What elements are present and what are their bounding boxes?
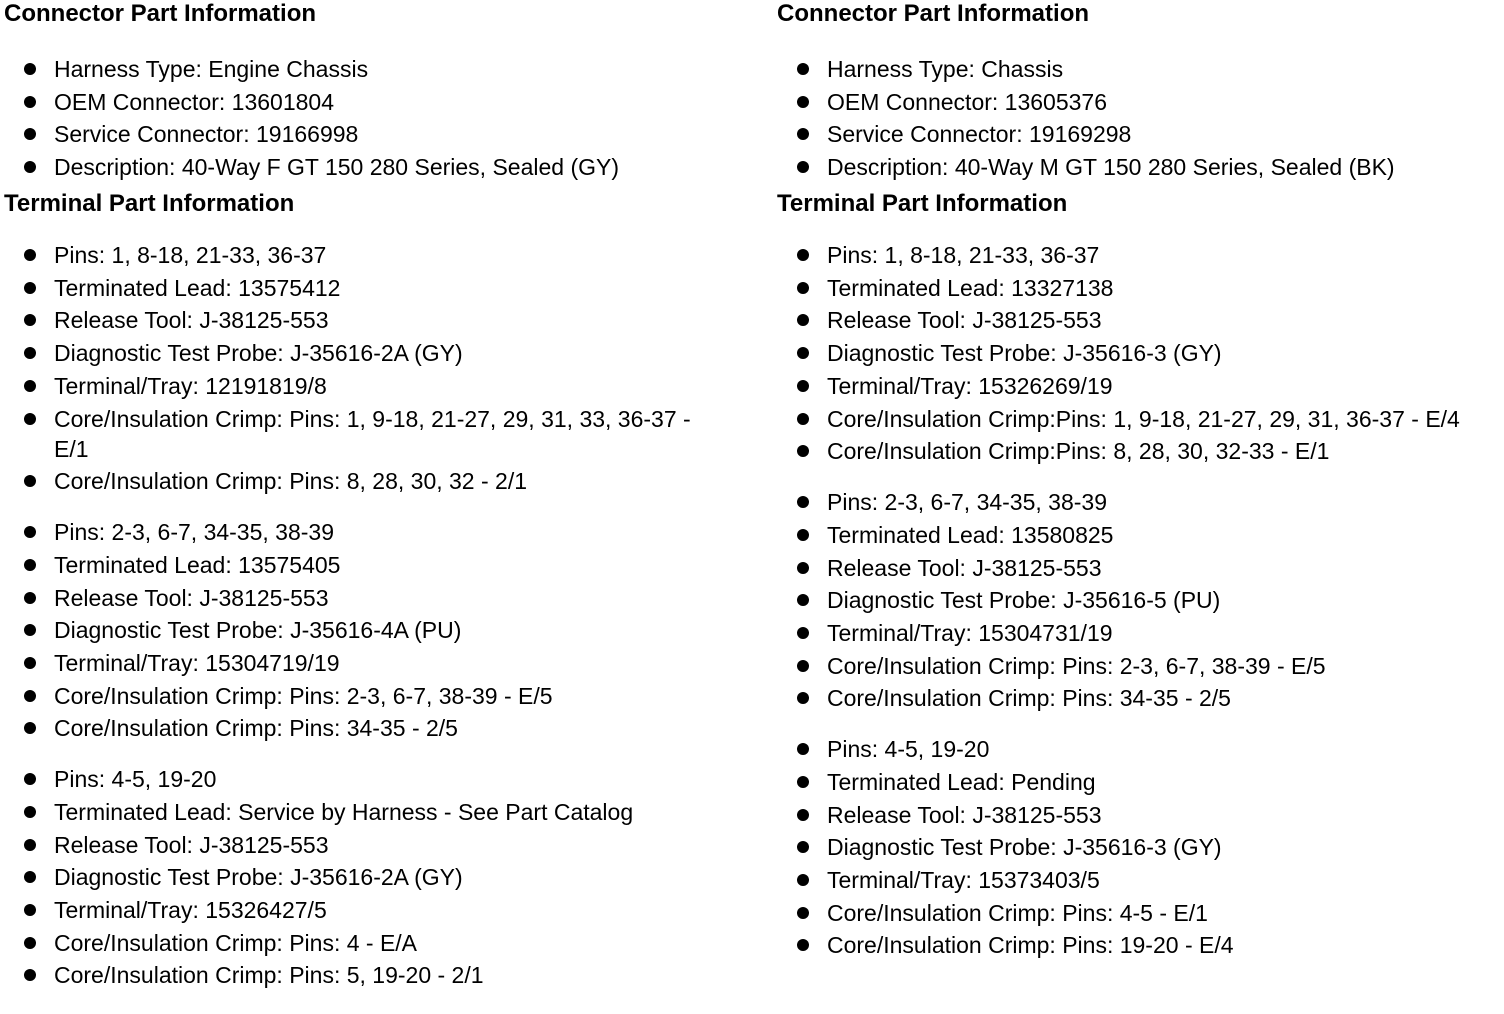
list-item xyxy=(777,683,1501,713)
list-item-text: Release Tool: J-38125-553 xyxy=(54,831,329,858)
right-column xyxy=(777,0,1501,963)
list-item xyxy=(4,583,724,613)
bullet-icon xyxy=(797,529,809,541)
terminal-group-list xyxy=(777,487,1501,713)
bullet-icon xyxy=(797,627,809,639)
list-item-text: Service Connector: 19169298 xyxy=(827,121,1132,148)
list-item-text: Diagnostic Test Probe: J-35616-3 (GY) xyxy=(827,834,1222,861)
list-item xyxy=(4,305,724,335)
list-item-text: Core/Insulation Crimp: Pins: 2-3, 6-7, 38-39 - E/5 xyxy=(54,682,553,709)
list-item xyxy=(4,830,724,860)
list-item-text: Terminal/Tray: 12191819/8 xyxy=(54,372,327,399)
bullet-icon xyxy=(24,722,36,734)
list-item-text: Terminal/Tray: 15326427/5 xyxy=(54,897,327,924)
bullet-icon xyxy=(24,413,36,425)
bullet-icon xyxy=(24,161,36,173)
list-item-text: Release Tool: J-38125-553 xyxy=(827,554,1102,581)
terminal-heading: Terminal Part Information xyxy=(777,190,1068,218)
bullet-icon xyxy=(24,314,36,326)
list-item xyxy=(777,87,1501,117)
bullet-icon xyxy=(797,743,809,755)
list-item-text: Pins: 2-3, 6-7, 34-35, 38-39 xyxy=(827,489,1107,516)
list-item xyxy=(777,832,1501,862)
list-item-text: Core/Insulation Crimp: Pins: 2-3, 6-7, 38-39 - E/5 xyxy=(827,652,1326,679)
list-item-text: Core/Insulation Crimp: Pins: 5, 19-20 - 2/1 xyxy=(54,962,484,989)
terminal-group-list xyxy=(4,764,724,990)
bullet-icon xyxy=(24,96,36,108)
list-item-text: OEM Connector: 13605376 xyxy=(827,88,1108,115)
list-item xyxy=(777,338,1501,368)
list-item xyxy=(777,119,1501,149)
bullet-icon xyxy=(797,161,809,173)
list-item-text: Release Tool: J-38125-553 xyxy=(827,307,1102,334)
left-column xyxy=(4,0,724,993)
terminal-group-list xyxy=(4,240,724,496)
list-item-text: Diagnostic Test Probe: J-35616-2A (GY) xyxy=(54,864,463,891)
list-item-text: Terminal/Tray: 15373403/5 xyxy=(827,867,1100,894)
list-item-text: Pins: 2-3, 6-7, 34-35, 38-39 xyxy=(54,519,334,546)
connector-heading: Connector Part Information xyxy=(4,0,317,27)
list-item-text: Pins: 1, 8-18, 21-33, 36-37 xyxy=(54,242,327,269)
list-item xyxy=(777,930,1501,960)
list-item xyxy=(777,734,1501,764)
bullet-icon xyxy=(24,690,36,702)
bullet-icon xyxy=(24,128,36,140)
list-item xyxy=(777,618,1501,648)
bullet-icon xyxy=(797,413,809,425)
list-item xyxy=(4,152,724,182)
list-item xyxy=(777,404,1501,434)
bullet-icon xyxy=(24,282,36,294)
list-item xyxy=(777,240,1501,270)
bullet-icon xyxy=(797,841,809,853)
list-item xyxy=(4,960,724,990)
list-item xyxy=(4,404,724,464)
list-item-text: Diagnostic Test Probe: J-35616-3 (GY) xyxy=(827,340,1222,367)
terminal-group-list xyxy=(777,240,1501,466)
bullet-icon xyxy=(797,347,809,359)
list-item-text: Terminated Lead: 13575405 xyxy=(54,551,341,578)
list-item-text: Terminated Lead: 13575412 xyxy=(54,274,341,301)
bullet-icon xyxy=(797,874,809,886)
bullet-icon xyxy=(24,592,36,604)
list-item xyxy=(4,895,724,925)
bullet-icon xyxy=(24,839,36,851)
list-item xyxy=(4,371,724,401)
list-item xyxy=(777,520,1501,550)
bullet-icon xyxy=(24,380,36,392)
list-item-text: Core/Insulation Crimp:Pins: 1, 9-18, 21-27, 29, 31, 36-37 - E/4 xyxy=(827,405,1460,432)
bullet-icon xyxy=(24,904,36,916)
bullet-icon xyxy=(797,809,809,821)
bullet-icon xyxy=(24,347,36,359)
bullet-icon xyxy=(797,249,809,261)
list-item-text: Diagnostic Test Probe: J-35616-2A (GY) xyxy=(54,340,463,367)
connector-heading: Connector Part Information xyxy=(777,0,1090,27)
list-item xyxy=(777,865,1501,895)
terminal-heading: Terminal Part Information xyxy=(4,190,295,218)
list-item-text: Terminal/Tray: 15304731/19 xyxy=(827,619,1113,646)
bullet-icon xyxy=(797,660,809,672)
bullet-icon xyxy=(797,380,809,392)
list-item-text: Terminated Lead: Pending xyxy=(827,769,1096,795)
list-item-text: OEM Connector: 13601804 xyxy=(54,88,335,115)
list-item xyxy=(4,764,724,794)
list-item-text: Core/Insulation Crimp: Pins: 1, 9-18, 21-27, 29, 31, 33, 36-37 - E/1 xyxy=(54,405,691,462)
bullet-icon xyxy=(797,282,809,294)
list-item-text: Core/Insulation Crimp: Pins: 4-5 - E/1 xyxy=(827,899,1208,926)
list-item-text: Terminal/Tray: 15304719/19 xyxy=(54,649,340,676)
list-item-text: Terminal/Tray: 15326269/19 xyxy=(827,372,1113,399)
list-item xyxy=(4,928,724,958)
list-item xyxy=(4,862,724,892)
terminal-group-list xyxy=(4,517,724,743)
bullet-icon xyxy=(797,692,809,704)
connector-info-list xyxy=(777,54,1501,182)
list-item-text: Release Tool: J-38125-553 xyxy=(827,801,1102,828)
bullet-icon xyxy=(797,445,809,457)
list-item-text: Terminated Lead: Service by Harness - See Part Catalog xyxy=(54,799,634,825)
list-item-text: Description: 40-Way M GT 150 280 Series, Sealed (BK) xyxy=(827,154,1395,181)
bullet-icon xyxy=(797,128,809,140)
list-item-text: Core/Insulation Crimp: Pins: 4 - E/A xyxy=(54,929,418,956)
terminal-group-list xyxy=(777,734,1501,960)
bullet-icon xyxy=(24,63,36,75)
bullet-icon xyxy=(797,907,809,919)
terminal-groups xyxy=(777,240,1501,960)
bullet-icon xyxy=(24,806,36,818)
list-item xyxy=(4,54,724,84)
bullet-icon xyxy=(797,314,809,326)
list-item-text: Core/Insulation Crimp: Pins: 34-35 - 2/5 xyxy=(54,715,458,742)
connector-info-list xyxy=(4,54,724,182)
list-item-text: Service Connector: 19166998 xyxy=(54,121,359,148)
list-item xyxy=(777,487,1501,517)
bullet-icon xyxy=(24,871,36,883)
list-item xyxy=(777,273,1501,303)
bullet-icon xyxy=(24,937,36,949)
bullet-icon xyxy=(24,657,36,669)
list-item xyxy=(777,651,1501,681)
bullet-icon xyxy=(797,96,809,108)
list-item xyxy=(4,681,724,711)
bullet-icon xyxy=(24,559,36,571)
bullet-icon xyxy=(797,594,809,606)
bullet-icon xyxy=(24,773,36,785)
list-item xyxy=(4,338,724,368)
bullet-icon xyxy=(797,776,809,788)
list-item-text: Release Tool: J-38125-553 xyxy=(54,307,329,334)
list-item xyxy=(4,797,724,827)
bullet-icon xyxy=(24,526,36,538)
list-item-text: Pins: 4-5, 19-20 xyxy=(827,736,990,763)
list-item xyxy=(4,713,724,743)
list-item xyxy=(777,436,1501,466)
bullet-icon xyxy=(24,249,36,261)
list-item-text: Release Tool: J-38125-553 xyxy=(54,584,329,611)
list-item xyxy=(777,152,1501,182)
list-item xyxy=(4,466,724,496)
list-item-text: Core/Insulation Crimp: Pins: 8, 28, 30, 32 - 2/1 xyxy=(54,468,528,495)
bullet-icon xyxy=(797,939,809,951)
list-item xyxy=(4,615,724,645)
list-item xyxy=(777,305,1501,335)
list-item xyxy=(4,119,724,149)
list-item-text: Description: 40-Way F GT 150 280 Series, Sealed (GY) xyxy=(54,154,620,181)
list-item xyxy=(4,87,724,117)
list-item xyxy=(4,273,724,303)
bullet-icon xyxy=(24,969,36,981)
list-item-text: Core/Insulation Crimp: Pins: 19-20 - E/4 xyxy=(827,932,1234,959)
list-item xyxy=(4,240,724,270)
list-item xyxy=(777,800,1501,830)
bullet-icon xyxy=(24,475,36,487)
list-item xyxy=(4,517,724,547)
terminal-groups xyxy=(4,240,724,990)
list-item xyxy=(777,371,1501,401)
list-item-text: Core/Insulation Crimp: Pins: 34-35 - 2/5 xyxy=(827,685,1231,712)
list-item-text: Terminated Lead: 13580825 xyxy=(827,521,1114,548)
bullet-icon xyxy=(797,63,809,75)
list-item-text: Harness Type: Engine Chassis xyxy=(54,56,369,82)
list-item-text: Pins: 4-5, 19-20 xyxy=(54,766,217,793)
list-item xyxy=(777,553,1501,583)
list-item-text: Core/Insulation Crimp:Pins: 8, 28, 30, 32-33 - E/1 xyxy=(827,438,1330,465)
list-item-text: Harness Type: Chassis xyxy=(827,56,1064,82)
list-item-text: Terminated Lead: 13327138 xyxy=(827,274,1114,301)
list-item-text: Diagnostic Test Probe: J-35616-4A (PU) xyxy=(54,617,462,644)
list-item xyxy=(4,550,724,580)
bullet-icon xyxy=(24,624,36,636)
list-item xyxy=(777,585,1501,615)
bullet-icon xyxy=(797,496,809,508)
list-item xyxy=(4,648,724,678)
bullet-icon xyxy=(797,562,809,574)
list-item-text: Diagnostic Test Probe: J-35616-5 (PU) xyxy=(827,587,1221,614)
list-item xyxy=(777,898,1501,928)
list-item-text: Pins: 1, 8-18, 21-33, 36-37 xyxy=(827,242,1100,269)
list-item xyxy=(777,767,1501,797)
list-item xyxy=(777,54,1501,84)
